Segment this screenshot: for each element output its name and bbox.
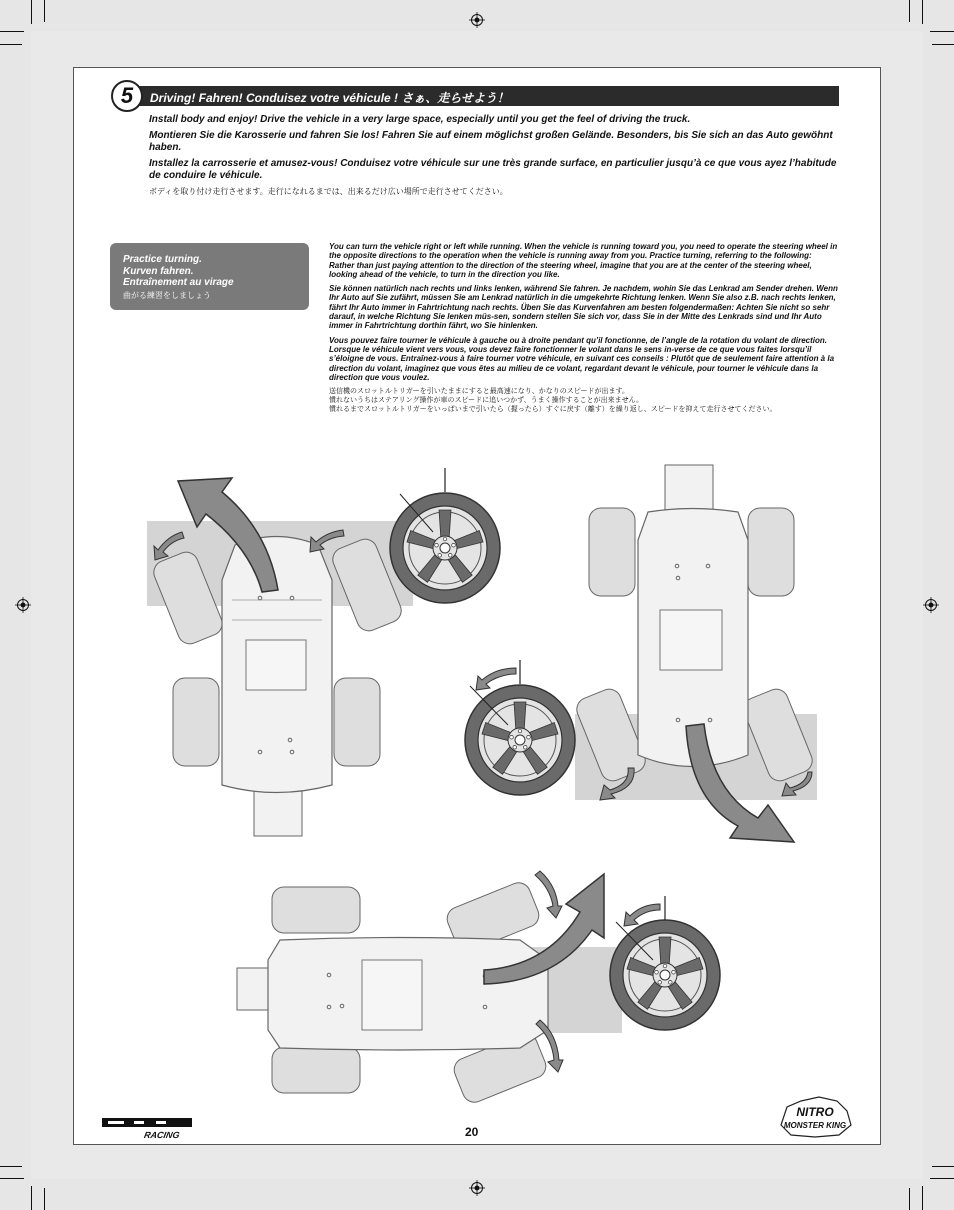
logo-nitro-text: NITRO xyxy=(796,1105,834,1119)
callout-fr: Entraînement au virage xyxy=(123,277,234,288)
instructions-de: Sie können natürlich nach rechts und links lenken, während Sie fahren. Je nachdem, wohin Sie das Lenkrad am Sender drehen. Wenn Ihr Auto auf Sie zufährt, müssen Sie am Lenkrad natürlich in die umgekehrte Richtung lenken. Wenn Sie also z.B. nach rechts lenken, fährt Ihr Auto immer in Fahrtrichtung nach rechts. Üben Sie das Kurvenfahren am besten folgendermaßen: Achten Sie nicht so sehr darauf, in welche Richtung Sie lenken müs-sen, sondern stellen Sie sich vor, dass Sie in der Mitte des Lenkrads sind und Ihr Auto immer in Fahrtrichtung dorthin fährt, wo Sie hinlenken. xyxy=(329,284,838,331)
instructions-en: You can turn the vehicle right or left while running. When the vehicle is running toward you, you need to operate the steering wheel in the opposite directions to the operation when the vehicle is running away from you. Practice turning, referring to the following: Rather than just paying attention to the direction of the steering wheel, imagine that you are at the center of the steering wheel, looking ahead of the vehicle, to turn in the direction you like. xyxy=(329,242,838,279)
steering-wheel-forward xyxy=(390,468,500,603)
callout-jp: 曲がる練習をしましょう xyxy=(123,291,211,300)
instructions-jp-line3: 慣れるまでスロットルトリガーをいっぱいまで引いたら（握ったら）すぐに戻す（離す）を繰り返し、スピードを抑えて走行させてください。 xyxy=(329,406,777,414)
intro-de: Montieren Sie die Karosserie und fahren Sie los! Fahren Sie auf einem möglichst großen Gelände. Besonders, bis Sie sich an das Auto gewöhnt haben. xyxy=(149,130,833,153)
steering-wheel-sideways xyxy=(610,896,720,1030)
intro-fr: Installez la carrosserie et amusez-vous! Conduisez votre véhicule sur une très grande surface, en particulier jusqu’à ce que vous ayez l’habitude de conduire le véhicule. xyxy=(149,158,837,181)
callout-de: Kurven fahren. xyxy=(123,266,194,277)
intro-en: Install body and enjoy! Drive the vehicle in a very large space, especially until you get the feel of driving the truck. xyxy=(149,114,691,125)
callout-en: Practice turning. xyxy=(123,254,202,265)
step-number-badge: 5 xyxy=(111,80,143,112)
truck-diagram-forward xyxy=(147,478,413,836)
step-title: Driving! Fahren! Conduisez votre véhicule ! さぁ、走らせよう！ xyxy=(150,91,510,105)
truck-diagram-toward xyxy=(573,465,817,842)
steering-wheel-toward xyxy=(465,660,575,795)
instructions-jp-line1: 送信機のスロットルトリガーを引いたままにすると最高速になり、かなりのスピードが出ます。 xyxy=(329,388,629,396)
svg-text:RACING: RACING xyxy=(143,1130,181,1140)
instructions-fr: Vous pouvez faire tourner le véhicule à gauche ou à droite pendant qu’il fonctionne, de l’angle de la rotation du volant de direction. Lorsque le véhicule vient vers vous, vous devez faire fonctionner le volant dans le sens in-verse de ce que vous faites lorsqu’il s’éloigne de vous. Entraînez-vous à faire tourner votre véhicule, en suivant ces conseils : Plutôt que de seulement faire attention à la direction du volant, imaginez que vous êtes au milieu de ce volant, regardant devant le véhicule, pour tourner le véhicule dans la direction que vous voulez. xyxy=(329,335,835,382)
logo-monster-king-text: MONSTER KING xyxy=(783,1121,847,1130)
hpi-racing-logo xyxy=(100,1113,200,1141)
page-number: 20 xyxy=(465,1125,479,1139)
intro-jp: ボディを取り付け走行させます。走行になれるまでは、出来るだけ広い場所で走行させてください。 xyxy=(149,187,508,196)
nitro-monster-king-logo xyxy=(775,1095,855,1139)
truck-diagram-sideways xyxy=(237,871,622,1106)
instructions-jp-line2: 慣れないうちはステアリング操作が車のスピードに追いつかず、うまく操作することが出来ません。 xyxy=(329,397,644,405)
